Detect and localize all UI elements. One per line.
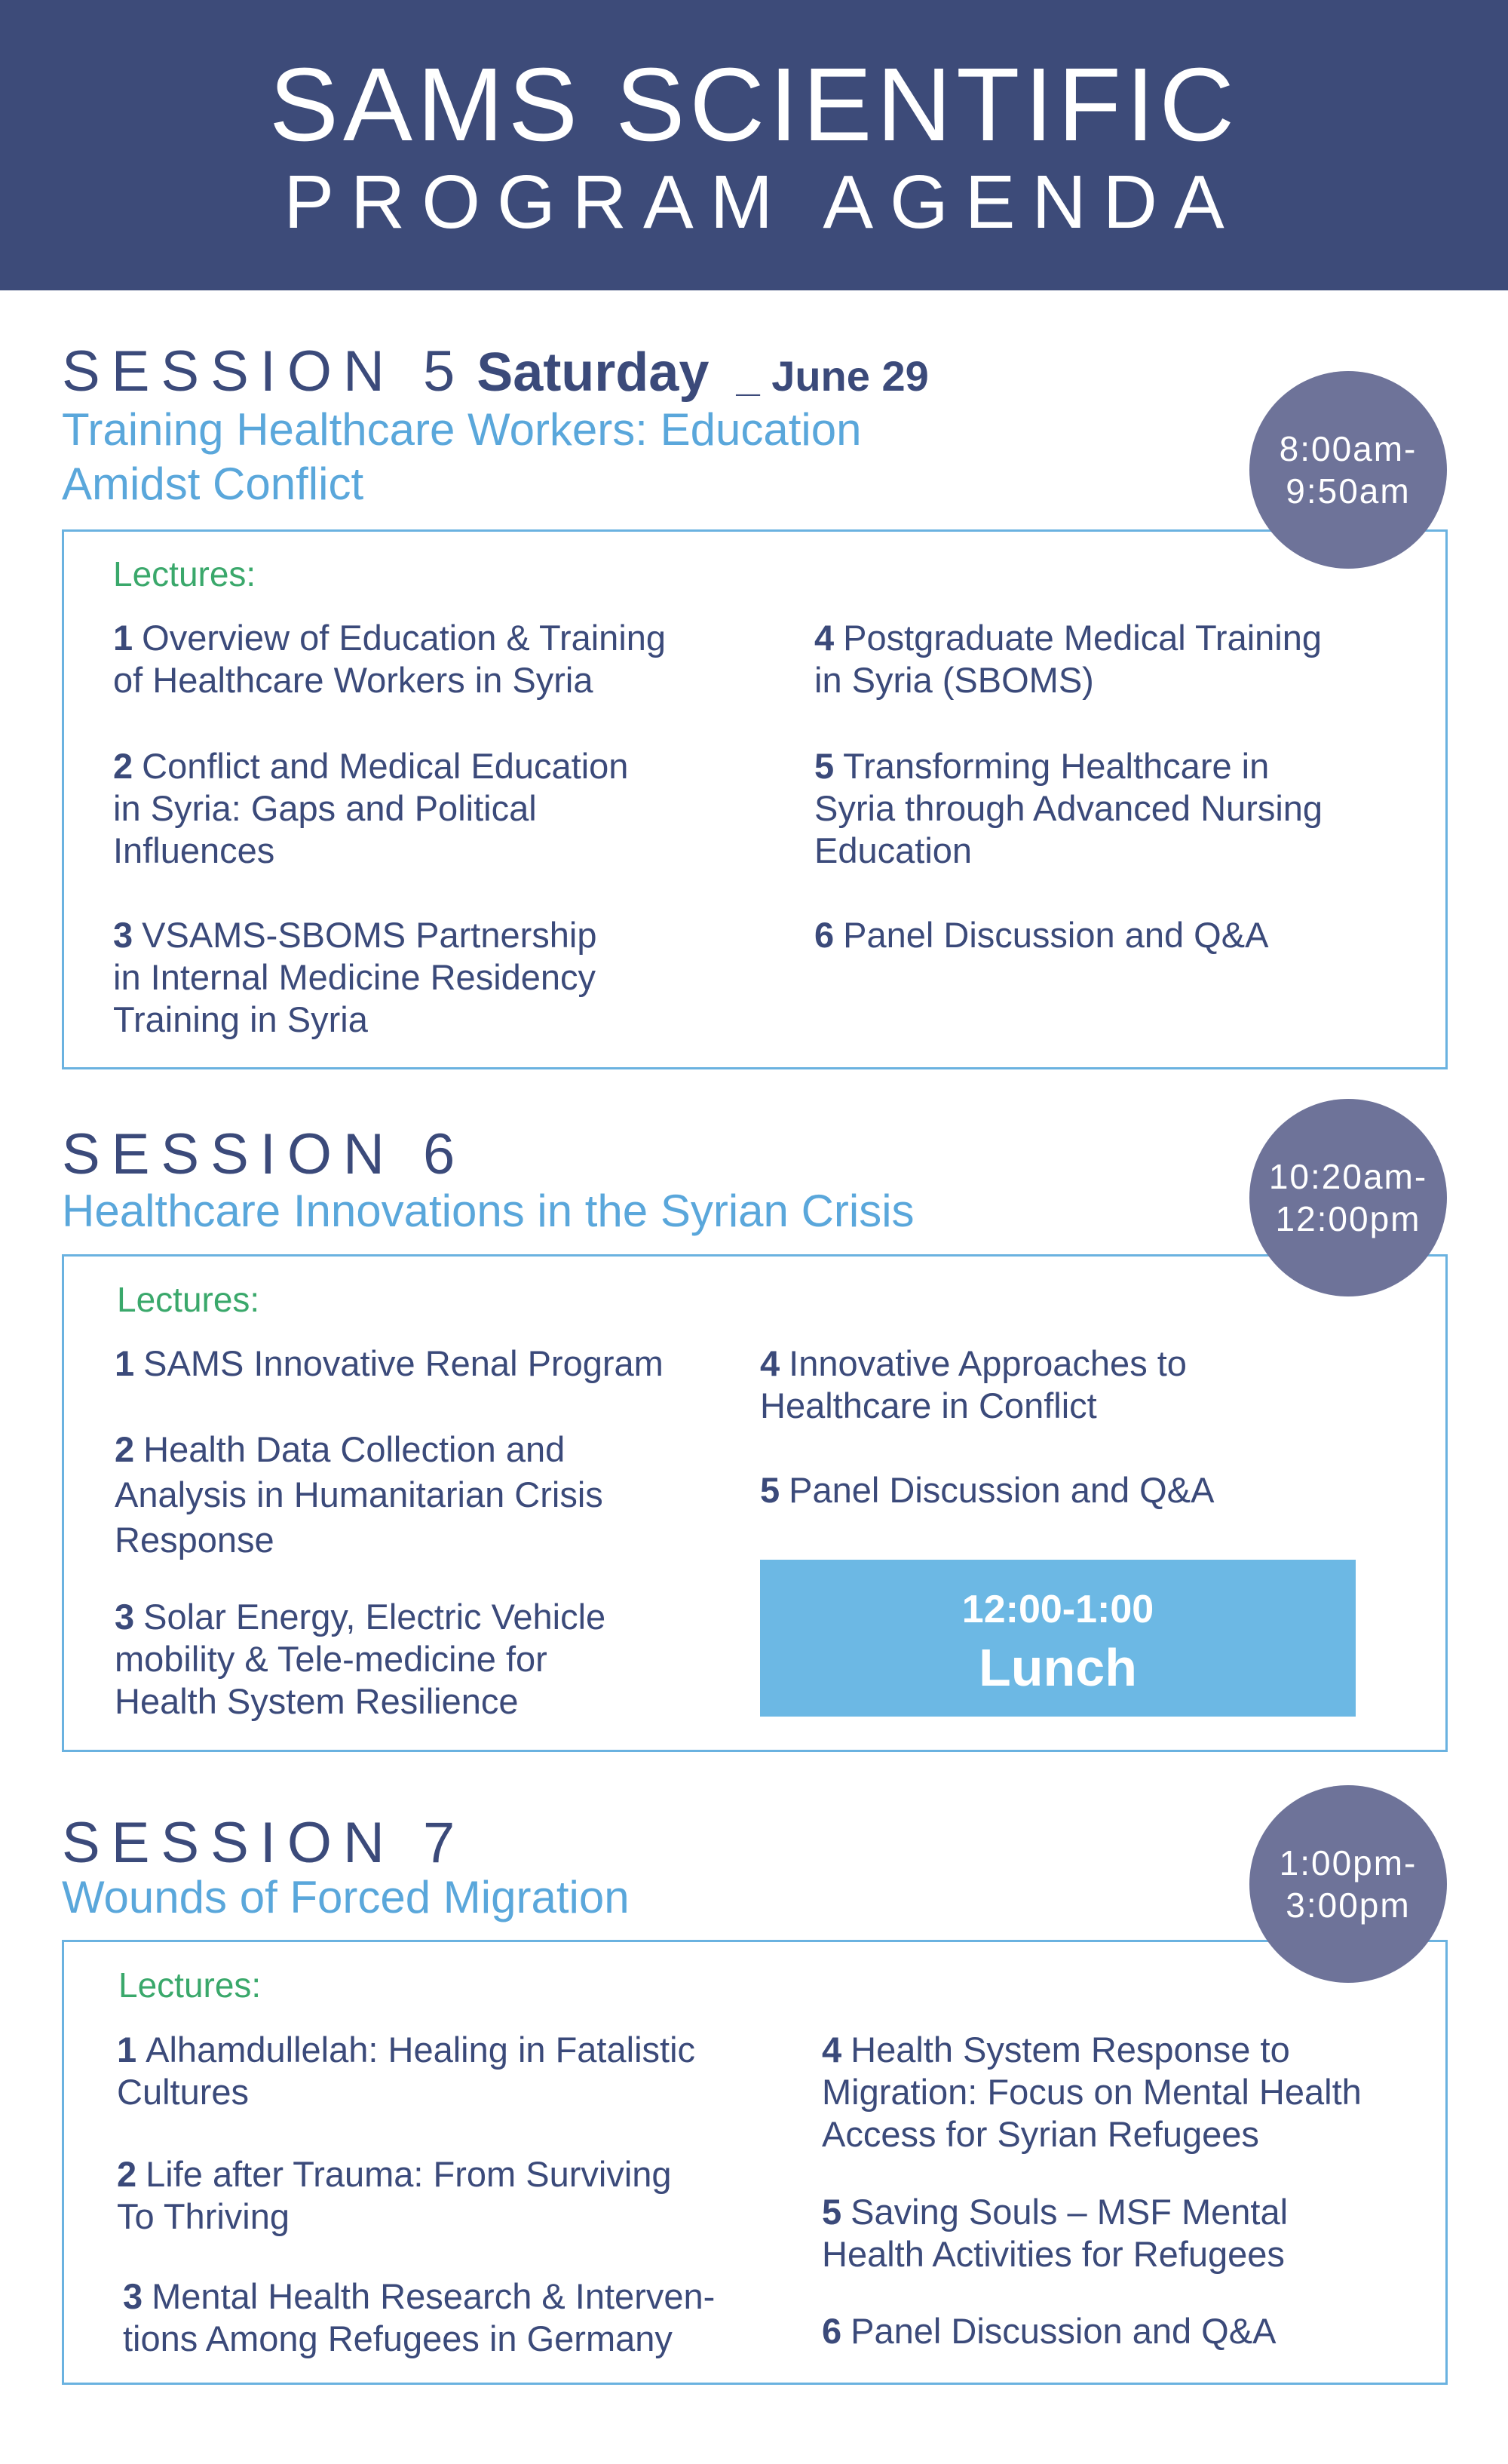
session-6-heading [62, 1122, 467, 1186]
lunch-banner [760, 1560, 1356, 1717]
time-start: 8:00am- [1279, 429, 1418, 468]
session-5-date: _ June 29 [736, 352, 929, 400]
session-6-title [62, 1184, 915, 1238]
lecture-number: 5 [814, 746, 835, 786]
lecture-text-line: Postgraduate Medical Training [843, 618, 1323, 658]
session-6-lecture-3 [115, 1596, 605, 1723]
session-6-time-badge [1249, 1099, 1447, 1296]
lecture-text-line: Panel Discussion and Q&A [789, 1470, 1215, 1510]
lunch-label: Lunch [979, 1638, 1137, 1697]
session-7-lecture-4 [822, 2029, 1362, 2156]
lecture-text-line: Education [814, 830, 973, 870]
lecture-text-line: Saving Souls – MSF Mental [851, 2192, 1289, 2232]
session-5-lecture-1 [113, 617, 666, 701]
session-6-lecture-1 [115, 1342, 664, 1385]
lecture-number: 1 [117, 2030, 137, 2070]
session-5-title-line1: Training Healthcare Workers: Education [62, 404, 862, 455]
lecture-text-line: VSAMS-SBOMS Partnership [142, 915, 597, 955]
lecture-text-line: Access for Syrian Refugees [822, 2114, 1259, 2154]
lecture-text-line: Cultures [117, 2072, 250, 2112]
lecture-number: 3 [113, 915, 133, 955]
lecture-text-line: Health Activities for Refugees [822, 2234, 1285, 2274]
lecture-text-line: Health System Response to [851, 2030, 1290, 2070]
session-5-lecture-5 [814, 745, 1323, 872]
session-7-time-badge [1249, 1785, 1447, 1983]
lecture-text-line: Healthcare in Conflict [760, 1385, 1097, 1425]
time-start: 1:00pm- [1279, 1843, 1418, 1883]
session-7-heading [62, 1811, 467, 1875]
agenda-header [0, 0, 1508, 290]
session-5-label: SESSION 5 [62, 339, 467, 404]
header-title-line2: PROGRAM AGENDA [284, 160, 1241, 244]
lecture-text-line: Health Data Collection and [143, 1429, 566, 1469]
lecture-text-line: Transforming Healthcare in [843, 746, 1270, 786]
lecture-number: 2 [115, 1429, 135, 1469]
lecture-number: 6 [814, 915, 835, 955]
header-title-line1: SAMS SCIENTIFIC [268, 47, 1240, 163]
lecture-text-line: Mental Health Research & Interven- [152, 2276, 716, 2316]
session-7-title-line1: Wounds of Forced Migration [62, 1872, 630, 1922]
session-5-lecture-4 [814, 617, 1322, 701]
session-5-lectures-label: Lectures: [113, 554, 256, 594]
lecture-number: 5 [760, 1470, 780, 1510]
lecture-text-line: in Syria: Gaps and Political [113, 788, 537, 828]
lecture-text-line: in Internal Medicine Residency [113, 957, 596, 997]
session-5-title [62, 403, 862, 511]
lecture-text-line: in Syria (SBOMS) [814, 660, 1094, 700]
session-6-lecture-5 [760, 1469, 1214, 1511]
lecture-text-line: SAMS Innovative Renal Program [143, 1343, 664, 1383]
time-end: 9:50am [1286, 471, 1411, 511]
lecture-number: 2 [117, 2154, 137, 2194]
lecture-number: 3 [115, 1597, 135, 1637]
session-6-lecture-4 [760, 1342, 1187, 1427]
session-5-lecture-2 [113, 745, 628, 872]
session-5-day: Saturday [477, 342, 710, 403]
session-7-lectures-label: Lectures: [118, 1965, 262, 2005]
lecture-number: 4 [760, 1343, 780, 1383]
lecture-text-line: Training in Syria [113, 999, 368, 1039]
lecture-number: 4 [814, 618, 835, 658]
lecture-number: 3 [123, 2276, 143, 2316]
session-5-heading [62, 339, 929, 404]
lecture-text-line: Response [115, 1520, 274, 1560]
lecture-text-line: Conflict and Medical Education [142, 746, 629, 786]
lecture-number: 1 [115, 1343, 135, 1383]
session-6-title-line1: Healthcare Innovations in the Syrian Crisis [62, 1186, 915, 1236]
lecture-text-line: Solar Energy, Electric Vehicle [143, 1597, 606, 1637]
session-5-lecture-6 [814, 914, 1268, 956]
lecture-text-line: Health System Resilience [115, 1681, 519, 1721]
session-5-lecture-3 [113, 914, 597, 1041]
time-start: 10:20am- [1268, 1157, 1428, 1196]
session-6-lecture-2 [115, 1427, 603, 1563]
lunch-time: 12:00-1:00 [961, 1588, 1154, 1631]
lecture-text-line: Panel Discussion and Q&A [843, 915, 1269, 955]
lecture-number: 4 [822, 2030, 842, 2070]
session-6-label: SESSION 6 [62, 1122, 467, 1186]
session-5-time-badge [1249, 371, 1447, 569]
lecture-number: 1 [113, 618, 133, 658]
lecture-text-line: Life after Trauma: From Surviving [146, 2154, 672, 2194]
lecture-text-line: mobility & Tele-medicine for [115, 1639, 547, 1679]
lecture-text-line: Syria through Advanced Nursing [814, 788, 1323, 828]
time-end: 12:00pm [1275, 1199, 1421, 1238]
session-5-title-line2: Amidst Conflict [62, 459, 364, 509]
session-7-lecture-6 [822, 2310, 1276, 2352]
lecture-text-line: Overview of Education & Training [142, 618, 667, 658]
lecture-text-line: Influences [113, 830, 275, 870]
session-7-lecture-2 [117, 2153, 672, 2238]
lecture-text-line: Panel Discussion and Q&A [851, 2311, 1277, 2351]
lecture-text-line: Alhamdullelah: Healing in Fatalistic [146, 2030, 696, 2070]
time-end: 3:00pm [1286, 1886, 1411, 1925]
session-7-lecture-3 [123, 2275, 715, 2360]
session-7-title [62, 1870, 630, 1925]
session-7-lecture-1 [117, 2029, 695, 2113]
session-7-label: SESSION 7 [62, 1811, 467, 1875]
lecture-text-line: Migration: Focus on Mental Health [822, 2072, 1362, 2112]
lecture-number: 6 [822, 2311, 842, 2351]
lecture-number: 5 [822, 2192, 842, 2232]
session-6-lectures-label: Lectures: [117, 1280, 260, 1319]
lecture-text-line: tions Among Refugees in Germany [123, 2318, 673, 2358]
lecture-text-line: Analysis in Humanitarian Crisis [115, 1474, 603, 1514]
lecture-text-line: of Healthcare Workers in Syria [113, 660, 593, 700]
lecture-text-line: Innovative Approaches to [789, 1343, 1187, 1383]
lecture-number: 2 [113, 746, 133, 786]
session-7-lecture-5 [822, 2191, 1288, 2275]
lecture-text-line: To Thriving [117, 2196, 290, 2236]
